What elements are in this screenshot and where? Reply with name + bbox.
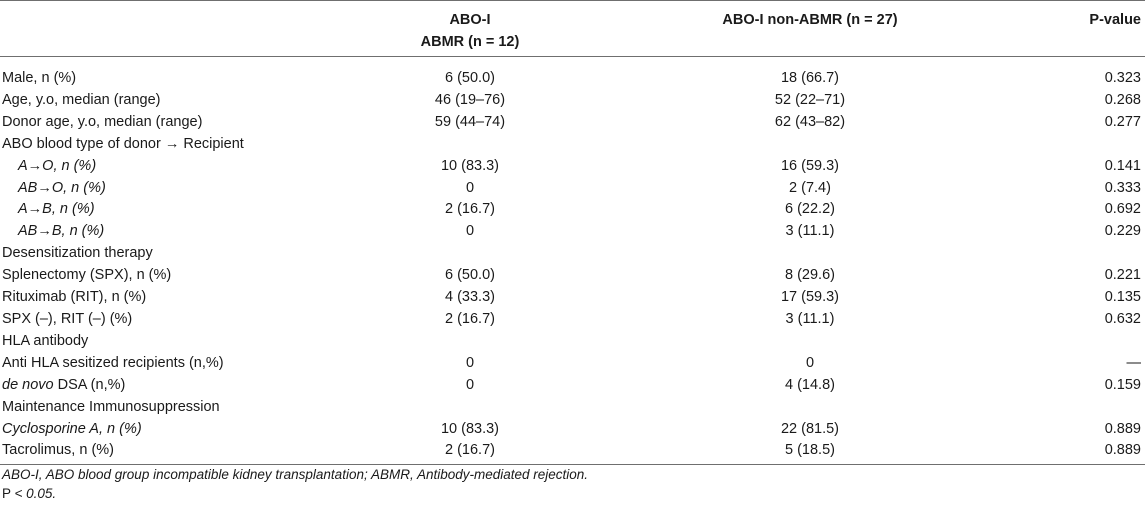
table-row: [0, 287, 1145, 309]
cell-abmr: 6 (50.0): [445, 70, 495, 86]
cell-abmr: [300, 397, 640, 419]
cell-abmr: 10 (83.3): [440, 157, 500, 174]
cell-p-value: 0.268: [1104, 91, 1141, 108]
row-label: Cyclosporine A, n (%): [2, 420, 142, 437]
cell-p-value: [980, 134, 1145, 156]
row-label: Age, y.o, median (range): [2, 91, 161, 108]
header-empty: [0, 1, 300, 57]
table-row: [0, 156, 1145, 178]
cell-p-value: [980, 397, 1145, 419]
row-label: Donor age, y.o, median (range): [2, 113, 203, 130]
cell-non-abmr: 4 (14.8): [785, 376, 835, 393]
cell-p-value: 0.889: [1104, 420, 1141, 437]
table-row: [0, 440, 1145, 464]
cell-p-value: 0.135: [1104, 289, 1141, 306]
row-label: Splenectomy (SPX), n (%): [2, 267, 172, 284]
cell-non-abmr: 3 (11.1): [785, 310, 835, 327]
section-label: HLA antibody: [2, 332, 89, 349]
section-row: [0, 134, 1145, 156]
cell-p-value: 0.632: [1104, 310, 1141, 327]
cell-abmr: 0: [465, 179, 475, 196]
row-label: AB→O, n (%): [18, 179, 106, 196]
cell-abmr: [300, 331, 640, 353]
section-label: Maintenance Immunosuppression: [2, 398, 220, 415]
table-row: [0, 309, 1145, 331]
cell-abmr: 6 (50.0): [445, 267, 495, 284]
table-row: [0, 375, 1145, 397]
cell-non-abmr: [640, 397, 980, 419]
footnote-abbreviations: ABO-I, ABO blood group incompatible kidney transplantation; ABMR, Antibody-mediated rejection.: [2, 467, 589, 482]
table-row: [0, 68, 1145, 90]
cell-abmr: 0: [465, 376, 475, 393]
cell-p-value: 0.889: [980, 440, 1145, 464]
table-row: [0, 353, 1145, 375]
cell-non-abmr: [640, 243, 980, 265]
cell-p-value: 0.159: [1104, 376, 1141, 393]
cell-abmr: 2 (16.7): [445, 310, 495, 327]
cell-non-abmr: 52 (22–71): [774, 91, 846, 108]
row-label: [0, 375, 300, 397]
cell-non-abmr: 22 (81.5): [780, 420, 840, 437]
cell-abmr: 10 (83.3): [440, 420, 500, 437]
table-header: [0, 1, 1145, 57]
header-abmr-line1: ABO-I: [449, 12, 491, 28]
cell-p-value: 0.323: [1104, 70, 1141, 86]
cell-non-abmr: 6 (22.2): [785, 201, 835, 218]
row-label: SPX (–), RIT (–) (%): [2, 310, 133, 327]
table-row: [0, 178, 1145, 200]
cell-abmr: 2 (16.7): [300, 440, 640, 464]
row-label: AB→B, n (%): [18, 223, 105, 240]
cell-non-abmr: 3 (11.1): [785, 223, 835, 240]
cell-non-abmr: [640, 134, 980, 156]
cell-non-abmr: 0: [805, 354, 815, 371]
table-row: [0, 419, 1145, 441]
footnote-p-value: [2, 484, 588, 503]
table-footnotes: [2, 465, 588, 503]
cell-non-abmr: 17 (59.3): [780, 289, 840, 306]
cell-p-value: 0.692: [1104, 201, 1141, 218]
section-row: [0, 243, 1145, 265]
cell-abmr: 46 (19–76): [434, 91, 506, 108]
row-label: A→O, n (%): [18, 157, 97, 174]
spacer-row: [0, 57, 1145, 69]
section-row: [0, 397, 1145, 419]
table-row: [0, 221, 1145, 243]
section-label: ABO blood type of donor → Recipient: [2, 135, 244, 152]
cell-non-abmr: 5 (18.5): [640, 440, 980, 464]
cell-p-value: 0.141: [1104, 157, 1141, 174]
footnote-p-prefix: P: [2, 486, 15, 501]
header-abmr-line2: ABMR (n = 12): [420, 34, 520, 50]
table-body: [0, 57, 1145, 465]
cell-p-value: 0.229: [1104, 223, 1141, 240]
cell-abmr: [300, 134, 640, 156]
footnote-p-threshold: < 0.05.: [14, 486, 57, 501]
cell-abmr: 4 (33.3): [445, 289, 495, 306]
table-row: [0, 199, 1145, 221]
cell-abmr: 59 (44–74): [434, 113, 506, 130]
cell-p-value: [980, 331, 1145, 353]
section-row: [0, 331, 1145, 353]
header-non-abmr: ABO-I non-ABMR (n = 27): [640, 1, 980, 57]
cell-abmr: [300, 243, 640, 265]
row-label-italic: de novo: [2, 376, 54, 393]
header-p-value: P-value: [980, 1, 1145, 57]
cell-p-value: 0.221: [1104, 267, 1141, 284]
table-row: [0, 112, 1145, 134]
row-label: Anti HLA sesitized recipients (n,%): [2, 354, 224, 371]
row-label: Rituximab (RIT), n (%): [2, 289, 147, 306]
cell-p-value: —: [1126, 354, 1141, 371]
cell-non-abmr: 62 (43–82): [774, 113, 846, 130]
table-row: [0, 265, 1145, 287]
header-abmr: [300, 1, 640, 57]
cell-non-abmr: 2 (7.4): [789, 179, 831, 196]
row-label: Tacrolimus, n (%): [0, 440, 300, 464]
cell-abmr: 0: [465, 354, 475, 371]
cell-abmr: 2 (16.7): [445, 201, 495, 218]
cell-p-value: 0.333: [1104, 179, 1141, 196]
section-label: Desensitization therapy: [2, 245, 153, 262]
cell-non-abmr: 18 (66.7): [780, 70, 840, 86]
cell-p-value: 0.277: [1104, 113, 1141, 130]
cell-non-abmr: [640, 331, 980, 353]
cell-p-value: [980, 243, 1145, 265]
table-row: [0, 90, 1145, 112]
row-label-rest: DSA (n,%): [53, 376, 126, 393]
cell-non-abmr: 16 (59.3): [780, 157, 840, 174]
row-label: A→B, n (%): [18, 201, 95, 218]
cell-abmr: 0: [465, 223, 475, 240]
cell-non-abmr: 8 (29.6): [785, 267, 835, 284]
row-label: Male, n (%): [2, 70, 77, 86]
